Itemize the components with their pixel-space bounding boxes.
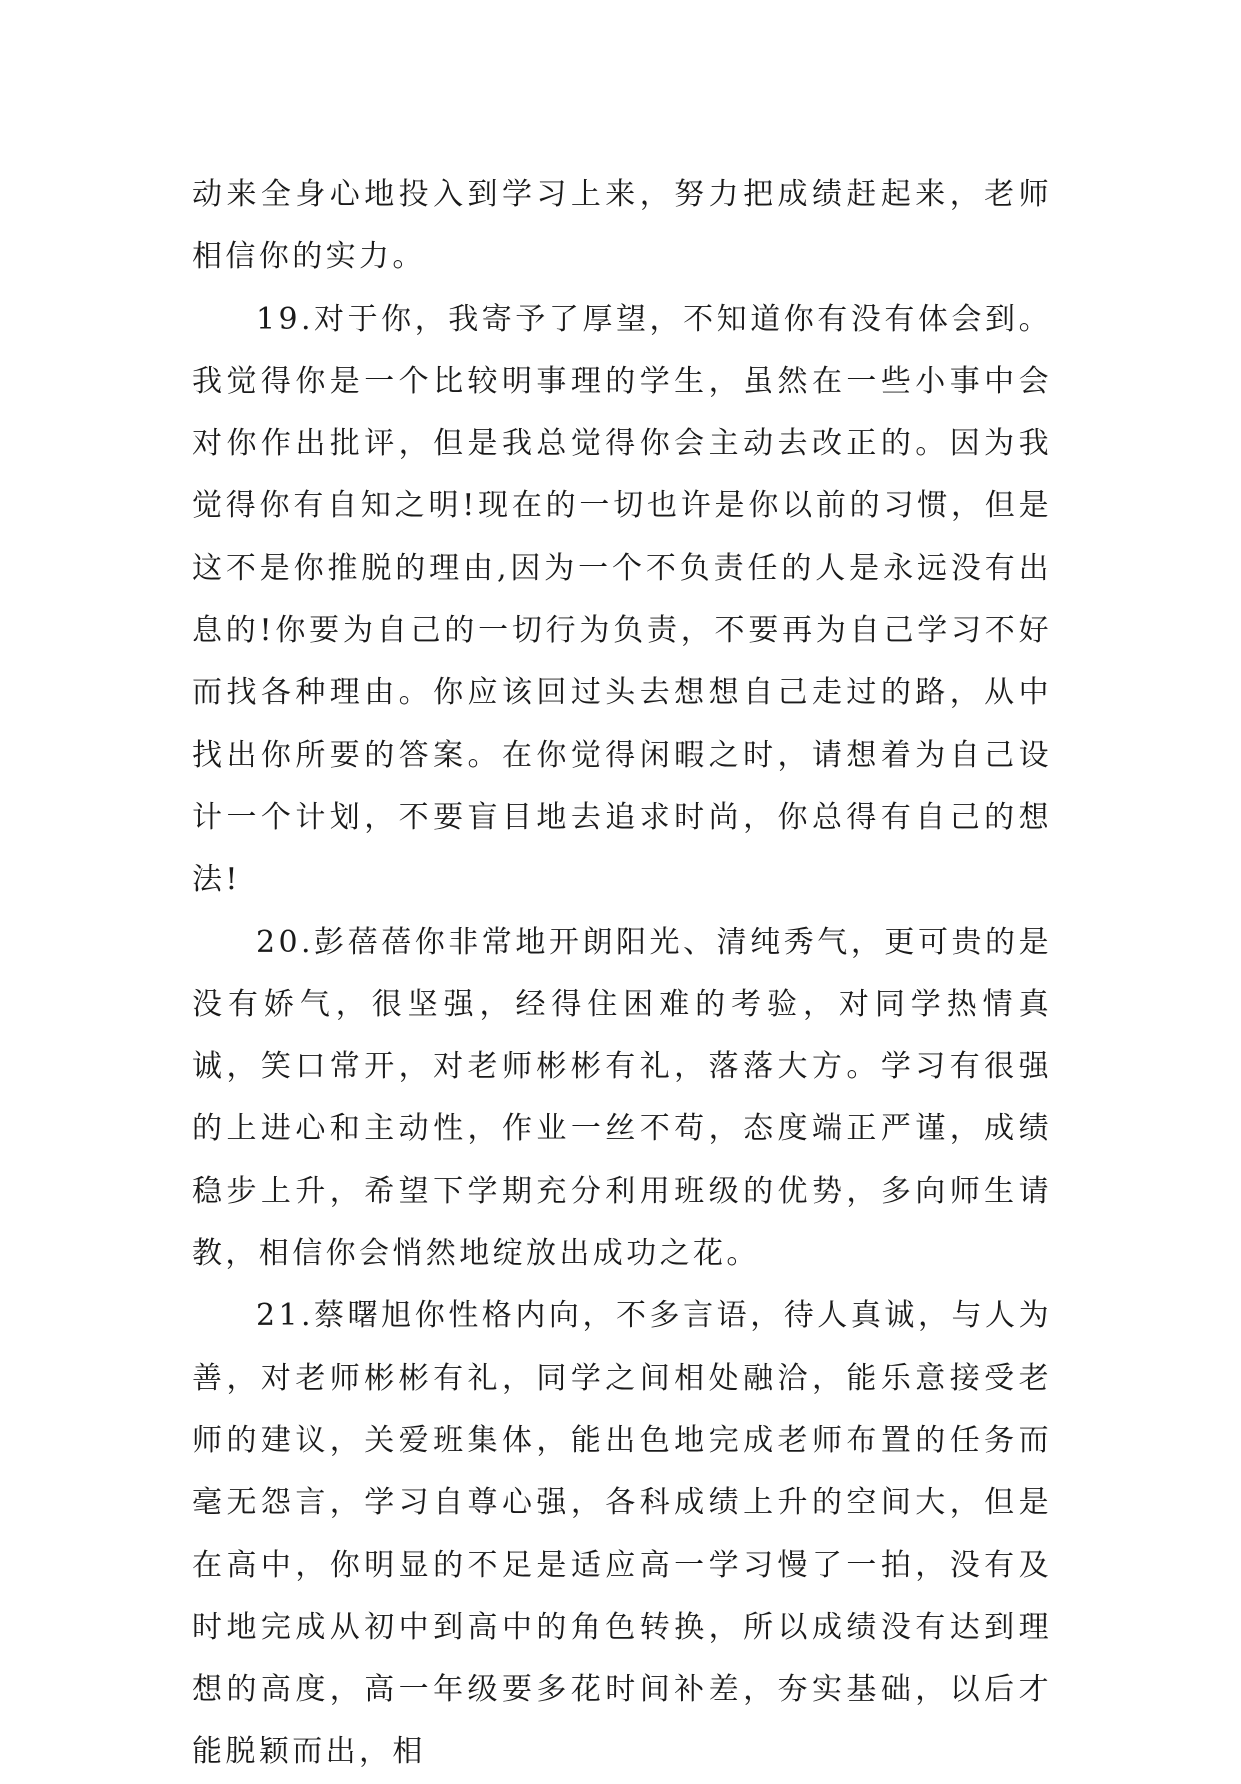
document-body [192,164,1052,1784]
paragraph-comment-20: 20.彭蓓蓓你非常地开朗阳光、清纯秀气，更可贵的是没有娇气，很坚强，经得住困难的考验，对同学热情真诚，笑口常开，对老师彬彬有礼，落落大方。学习有很强的上进心和主动性，作业一丝不苟，态度端正严谨，成绩稳步上升，希望下学期充分利用班级的优势，多向师生请教，相信你会悄然地绽放出成功之花。 [192,924,1052,1272]
paragraph-comment-21: 21.蔡曙旭你性格内向，不多言语，待人真诚，与人为善，对老师彬彬有礼，同学之间相处融洽，能乐意接受老师的建议，关爱班集体，能出色地完成老师布置的任务而毫无怨言，学习自尊心强，各科成绩上升的空间大，但是在高中，你明显的不足是适应高一学习慢了一拍，没有及时地完成从初中到高中的角色转换，所以成绩没有达到理想的高度，高一年级要多花时间补差，夯实基础，以后才能脱颖而出，相 [192,1298,1052,1770]
paragraph-comment-19: 19.对于你，我寄予了厚望，不知道你有没有体会到。我觉得你是一个比较明事理的学生，虽然在一些小事中会对你作出批评，但是我总觉得你会主动去改正的。因为我觉得你有自知之明!现在的一切也许是你以前的习惯，但是这不是你推脱的理由,因为一个不负责任的人是永远没有出息的!你要为自己的一切行为负责，不要再为自己学习不好而找各种理由。你应该回过头去想想自己走过的路，从中找出你所要的答案。在你觉得闲暇之时，请想着为自己设计一个计划，不要盲目地去追求时尚，你总得有自己的想法! [192,301,1052,898]
paragraph-continuation: 动来全身心地投入到学习上来，努力把成绩赶起来，老师相信你的实力。 [192,177,1052,275]
